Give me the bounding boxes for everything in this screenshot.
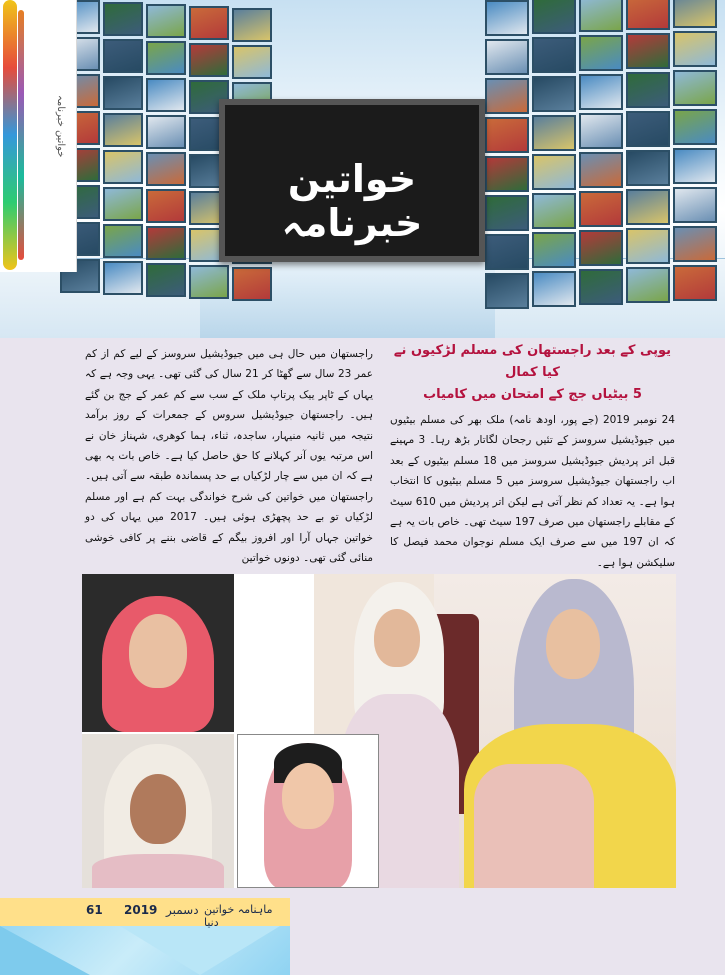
video-tile	[532, 37, 576, 73]
video-tile	[532, 76, 576, 112]
footer-month: دسمبر	[166, 903, 199, 917]
video-tile	[626, 189, 670, 225]
video-tile	[146, 78, 186, 112]
video-tile	[146, 41, 186, 75]
video-tile	[103, 76, 143, 110]
video-tile	[146, 263, 186, 297]
video-tile	[232, 8, 272, 42]
video-tile	[532, 193, 576, 229]
video-tile	[626, 150, 670, 186]
portrait-white-scarf	[82, 734, 234, 888]
video-tile	[485, 0, 529, 36]
video-tile	[189, 265, 229, 299]
video-tile	[485, 234, 529, 270]
video-tile	[673, 265, 717, 301]
ribbon-decoration	[18, 10, 24, 260]
ribbon-decoration	[3, 0, 17, 270]
video-tile	[485, 78, 529, 114]
video-tile	[673, 70, 717, 106]
side-ornament	[0, 0, 77, 272]
video-tile	[146, 152, 186, 186]
headline-line-2: 5 بیٹیاں جج کے امتحان میں کامیاب	[423, 387, 642, 402]
video-tile	[626, 267, 670, 303]
footer-year: 2019	[124, 903, 158, 917]
left-column-text: راجستھان میں حال ہی میں جیوڈیشیل سروسز کے لیے کم از کم عمر 23 سال سے گھٹا کر 21 سال کی گئی تھی۔ یہی وجہ ہے کہ یہاں کے ٹاپر ییک پرتاپ ملک کے سب سے کم عمر کے جج بن گئے ہیں۔ راجستھان جیوڈیشیل سروس کے جمعرات کے روز برآمد نتیجہ میں ثانیہ منیہار، ساجدہ، ثناء، ہما کوهری، شہناز خان نے اس مرتبہ یوں آنر کہلانے کا حق حاصل کیا ہے۔ خاص بات یہ بھی ہے کہ ان میں سے چار لڑکیاں بے حد پسماندہ طبقہ سے آتی ہیں۔ راجستھان میں خواتین کی شرح خواندگی بہت کم ہے اور مسلم لڑکیاں تو بے حد پچھڑی ہوئی ہیں۔ 2017 میں یہاں کی دو خواتین جہاں آرا اور افروز بیگم کے قاضی بننے پر کافی خوشی منائی گئی تھی۔ دونوں خواتین	[85, 348, 373, 565]
video-tile	[232, 45, 272, 79]
video-tile	[673, 148, 717, 184]
right-column-text: 24 نومبر 2019 (جے پور، اودھ نامہ) ملک بھر کی مسلم بیٹیوں میں جیوڈیشیل سروسز کے تئیں رجحان لگاتار بڑھ رہا۔ 3 مہینے قبل اتر پردیش جیوڈیشیل سروسز میں 18 مسلم بیٹیوں کے بعد اب راجستھان جیوڈیشیل سروسز میں 5 مسلم بیٹیوں کا انتخاب ہوا ہے۔ یہ تعداد کم نظر آتی ہے لیکن اتر پردیش میں 610 سیٹ کے مقابلے راجستھان میں صرف 197 سیٹ تھی۔ خاص بات یہ ہے کہ ان 197 میں سے صرف ایک مسلم نوجوان محمد فیصل کا سلیکشن ہوا ہے۔	[390, 414, 675, 569]
video-tile	[673, 226, 717, 262]
magazine-name: ماہنامہ خواتین دنیا	[204, 903, 273, 929]
video-tile	[579, 269, 623, 305]
side-caption: خواتین خبرنامہ	[55, 95, 66, 158]
video-tile	[626, 33, 670, 69]
video-tile	[103, 2, 143, 36]
header-banner	[0, 0, 725, 338]
video-tile	[146, 189, 186, 223]
video-tile	[579, 74, 623, 110]
video-tile	[532, 0, 576, 34]
video-tile	[189, 43, 229, 77]
page-number: 61	[86, 903, 103, 917]
video-tile	[579, 191, 623, 227]
video-tile	[579, 230, 623, 266]
video-tile	[485, 39, 529, 75]
banner-title: خواتین خبرنامہ	[281, 157, 423, 245]
left-column	[85, 344, 373, 568]
headline	[390, 340, 675, 406]
video-tile	[146, 115, 186, 149]
page-footer	[0, 898, 290, 975]
video-tile	[189, 6, 229, 40]
video-tile	[532, 154, 576, 190]
video-tile	[103, 39, 143, 73]
video-tile	[103, 150, 143, 184]
video-tile	[626, 0, 670, 30]
video-tile	[579, 0, 623, 32]
video-tile	[532, 115, 576, 151]
video-tile	[103, 187, 143, 221]
right-video-wall	[485, 0, 725, 338]
portrait-red-scarf	[82, 574, 234, 732]
video-tile	[103, 261, 143, 295]
video-tile	[579, 113, 623, 149]
article	[85, 340, 675, 572]
video-tile	[232, 267, 272, 301]
video-tile	[146, 226, 186, 260]
video-tile	[146, 4, 186, 38]
video-tile	[673, 109, 717, 145]
portrait-pink-scarf	[237, 734, 379, 888]
video-tile	[485, 195, 529, 231]
video-tile	[579, 35, 623, 71]
video-tile	[626, 72, 670, 108]
right-column	[390, 340, 675, 573]
video-tile	[103, 113, 143, 147]
title-screen	[219, 99, 485, 262]
video-tile	[626, 111, 670, 147]
video-tile	[673, 187, 717, 223]
photo-collage	[82, 574, 676, 888]
video-tile	[626, 228, 670, 264]
video-tile	[532, 271, 576, 307]
video-tile	[103, 224, 143, 258]
video-tile	[532, 232, 576, 268]
video-tile	[579, 152, 623, 188]
video-tile	[673, 31, 717, 67]
video-tile	[485, 273, 529, 309]
video-tile	[485, 117, 529, 153]
headline-line-1: یوپی کے بعد راجستھان کی مسلم لڑکیوں نے کیا کمال	[393, 343, 672, 380]
video-tile	[673, 0, 717, 28]
video-tile	[485, 156, 529, 192]
